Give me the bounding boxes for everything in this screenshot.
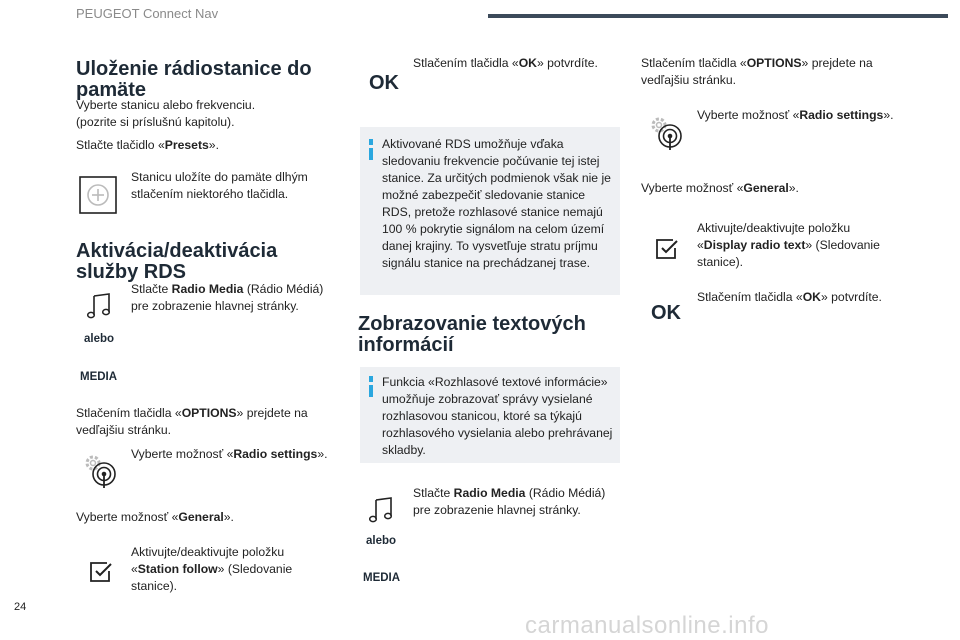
text-select-general: Vyberte možnosť «General». [76,510,234,524]
text-press-options: Stlačením tlačidla «OPTIONS» prejdete na vedľajšiu stránku. [76,406,308,437]
watermark: carmanualsonline.info [525,612,769,639]
music-note-icon [369,495,395,525]
label-or: alebo [84,333,115,345]
text-press-options: Stlačením tlačidla «OPTIONS» prejdete na vedľajšiu stránku. [641,56,873,87]
media-button-label: MEDIA [80,371,118,383]
text-select-radio-settings: Vyberte možnosť «Radio settings». [697,108,894,122]
text-select-general: Vyberte možnosť «General». [641,181,799,195]
text-display-radio-text: Aktivujte/deaktivujte položku «Display radio text» (Sledovanie stanice). [697,221,880,269]
text-press-ok: Stlačením tlačidla «OK» potvrdíte. [413,56,598,70]
info-marker [369,148,373,160]
page-number: 24 [14,601,27,613]
info-box-rds [360,127,620,295]
text-press-radio-media: Stlačte Radio Media (Rádio Médiá) pre zobrazenie hlavnej stránky. [131,282,324,313]
media-button-label: MEDIA [363,572,401,584]
info-box-radio-text [360,367,620,463]
plus-square-icon [79,176,117,214]
heading-save-station: Uloženie rádiostanice do pamäte [76,58,312,101]
info-marker [369,139,373,145]
checkbox-icon [88,560,114,584]
text-press-presets: Stlačte tlačidlo «Presets». [76,138,219,152]
text-long-press-save: Stanicu uložíte do pamäte dlhým stlačením niektorého tlačidla. [131,170,308,201]
text-press-ok: Stlačením tlačidla «OK» potvrdíte. [697,290,882,304]
text-station-follow: Aktivujte/deaktivujte položku «Station follow» (Sledovanie stanice). [131,545,293,593]
header-bar [488,14,948,18]
info-marker [369,385,373,397]
music-note-icon [87,291,113,321]
heading-rds: Aktivácia/deaktivácia služby RDS [76,240,278,283]
ok-button-label: OK [651,302,681,324]
settings-radio-icon [82,452,120,490]
heading-radio-text: Zobrazovanie textových informácií [358,313,586,356]
ok-button-label: OK [369,72,399,94]
text-select-radio-settings: Vyberte možnosť «Radio settings». [131,447,328,461]
text-select-station: Vyberte stanicu alebo frekvenciu. [76,98,256,112]
text-press-radio-media: Stlačte Radio Media (Rádio Médiá) pre zobrazenie hlavnej stránky. [413,486,606,517]
settings-radio-icon [648,114,686,152]
info-marker [369,376,373,382]
checkbox-icon [654,237,680,261]
info-text-rds: Aktivované RDS umožňuje vďaka sledovaniu frekvencie počúvanie tej istej stanice. Za určitých podmienok však nie je možné zabezpečiť sledovanie stanice RDS, pretože rozhlasové stanice nemajú 100 % pokrytie signálom na celom území danej krajiny. To vysvetľuje stratu príjmu signálu stanice na prechádzanej trase. [382,137,611,270]
text-see-chapter: (pozrite si príslušnú kapitolu). [76,115,235,129]
label-or: alebo [366,535,397,547]
running-header: PEUGEOT Connect Nav [76,6,219,21]
info-text-radio-text: Funkcia «Rozhlasové textové informácie» umožňuje zobrazovať správy vysielané rozhlasovou stanicou, ktoré sa týkajú rozhlasového vysielania alebo prehrávanej skladby. [382,375,613,457]
